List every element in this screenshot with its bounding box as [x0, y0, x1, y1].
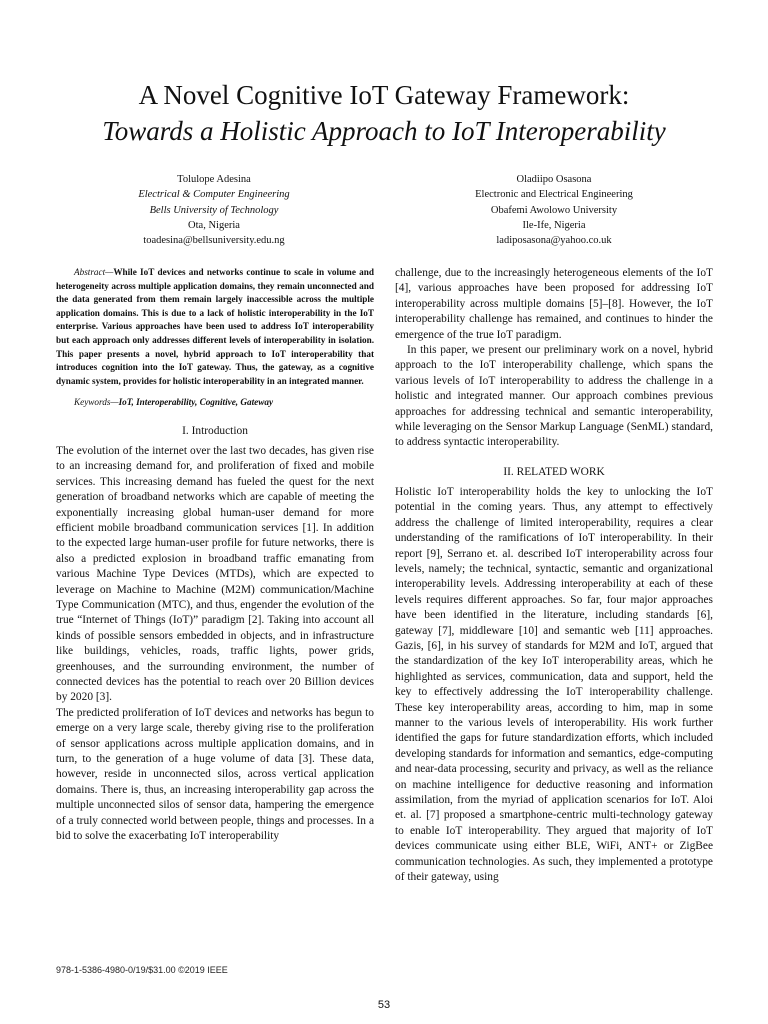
right-column	[395, 266, 713, 885]
author-location: Ota, Nigeria	[188, 219, 240, 231]
paper-title: A Novel Cognitive IoT Gateway Framework:	[138, 80, 630, 110]
author-department: Electrical & Computer Engineering	[138, 189, 290, 201]
left-column	[56, 266, 374, 845]
copyright-footer: 978-1-5386-4980-0/19/$31.00 ©2019 IEEE	[56, 965, 228, 975]
author-name: Oladiipo Osasona	[516, 174, 592, 185]
page-number: 53	[377, 999, 391, 1011]
abstract-text: While IoT devices and networks continue to scale in volume and heterogeneity across multiple application domains, they remain unconnected and the data generated from them remain largely inaccessible across the multiple application domains. This is due to a lack of holistic interoperability in the IoT enterprise. Various approaches have been used to address IoT interoperability but each approach only addresses different levels of interoperability in isolation. This paper presents a novel, hybrid approach to IoT interoperability that introduces cognition into the IoT gateway. Thus, the gateway, as a cognitive dynamic system, provides for holistic interoperability in an integrated manner.	[56, 267, 374, 386]
abstract	[56, 266, 374, 388]
author-department: Electronic and Electrical Engineering	[475, 189, 633, 201]
paper-subtitle: Towards a Holistic Approach to IoT Interoperability	[102, 116, 666, 146]
author-institution: Obafemi Awolowo University	[490, 204, 618, 216]
keywords-label: Keywords—	[74, 397, 119, 408]
author-institution: Bells University of Technology	[149, 204, 279, 216]
author-block-2	[404, 172, 704, 248]
author-name: Tolulope Adesina	[177, 174, 251, 185]
intro-paragraph-2: The predicted proliferation of IoT devices and networks has begun to emerge on a very large scale, thereby giving rise to the proliferation of sensor applications across multiple application domains, and in turn, to the generation of a huge volume of data [3]. These data, however, reside in unconnected silos, across vertical application domains. There is, thus, an increasing interoperability gap across the multiple unconnected silos of sensor data, hampering the emergence of a truly connected world between people, things and processes. In a bid to solve the exacerbating IoT interoperability	[56, 706, 374, 843]
keywords-text: IoT, Interoperability, Cognitive, Gateway	[118, 397, 274, 408]
intro-heading: I. Introduction	[182, 424, 248, 437]
related-work-paragraph-1: Holistic IoT interoperability holds the key to unlocking the IoT potential in the coming years. Thus, any attempt to effectively address the challenge of limited interoperability, requires a clear understanding of the ramifications of IoT interoperability. In their report [9], Serrano et. al. described IoT interoperability across four levels, namely; the technical, syntactic, semantic and organizational interoperability levels. Addressing interoperability at each of these levels requires different approaches. So far, four major approaches have been identified in the literature, including standards [6], gateway [7], middleware [10] and semantic web [11] approaches. Gazis, [6], in his survey of standards for M2M and IoT, argued that the standardization of the key IoT interoperability areas, which he highlighted as services, communication, data and support, held the key to effectively addressing the IoT interoperability challenge. These key interoperability areas, according to him, map in some manner to the various levels of interoperability. His work further identified the gaps for future standardization efforts, which included developing standards for information and semantics, edge-computing and near-data processing, security and privacy, as well as the reliance on machine intelligence for deductive reasoning and information assimilation, from the myriad of application scenarios for IoT. Aloi et. al. [7] proposed a smartphone-centric multi-technology gateway to enable IoT interoperability. They argued that majority of IoT devices communicate using either BLE, WiFi, ANT+ or ZigBee communication technologies. As such, they implemented a prototype of their gateway, using	[395, 485, 713, 884]
intro-paragraph-1: The evolution of the internet over the last two decades, has given rise to an increasing demand for, and proliferation of fixed and mobile services. This increasing demand has fueled the quest for the next generation of broadband networks which are capable of meeting the exponentially increasing global human-user demand for more efficient mobile broadband communication services [1]. In addition to the expected large human-user profile for future networks, there is also a predicted explosion in broadband traffic emanating from various Machine Type Devices (MTDs), which are expected to leverage on Machine to Machine (M2M) communication/Machine Type Communication (MTC), and thus, engender the evolution of the true “Internet of Things (IoT)” paradigm [2]. Taking into account all kinds of possible sensors embedded in objects, and in infrastructure like buildings, vehicles, roads, traffic lights, power grids, greenhouses, and the surrounding environment, the number of connected devices has the potential to reach over 20 Billion devices by 2020 [3].	[56, 444, 374, 704]
author-email: toadesina@bellsuniversity.edu.ng	[143, 235, 285, 247]
author-block-1	[64, 172, 364, 248]
related-work-heading: II. RELATED WORK	[503, 465, 605, 478]
intro-paragraph-3: challenge, due to the increasingly heterogeneous elements of the IoT [4], various approaches have been proposed for addressing IoT interoperability across multiple domains [5]–[8]. However, the IoT interoperability challenge has remained, and continues to hinder the emergence of the true IoT paradigm.	[395, 267, 713, 341]
keywords	[56, 396, 374, 410]
author-location: Ile-Ife, Nigeria	[522, 219, 586, 231]
abstract-label: Abstract—	[74, 267, 114, 277]
author-email: ladiposasona@yahoo.co.uk	[496, 235, 612, 247]
intro-paragraph-4: In this paper, we present our preliminary work on a novel, hybrid approach to the IoT interoperability challenge, which spans the various levels of IoT interoperability to address the challenge in a holistic and integrated manner. Our approach combines previous approaches for addressing technical and semantic interoperability, while leveraging on the Sensor Markup Language (SenML) standard, to address syntactic interoperability.	[395, 344, 713, 449]
